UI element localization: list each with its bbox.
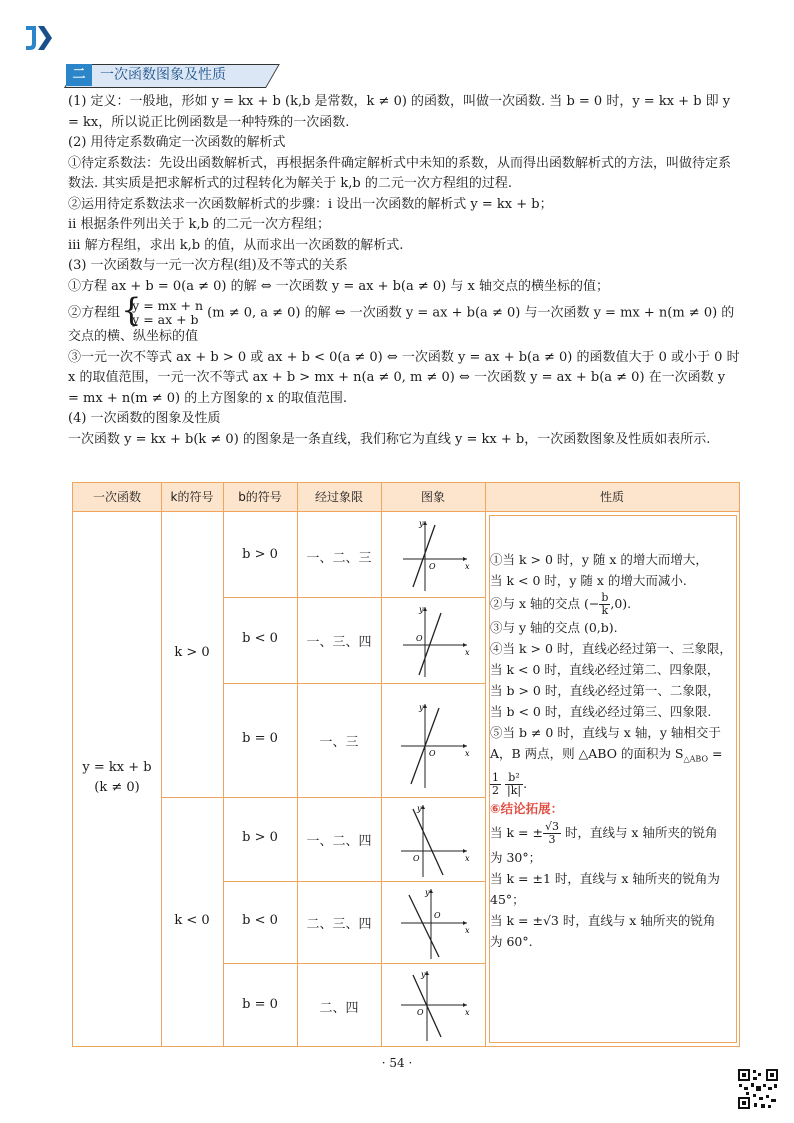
conclusion-tag: ⑥结论拓展： (490, 800, 564, 816)
grid-line (223, 597, 485, 598)
prop-text: ②与 x 轴的交点 (− (490, 596, 600, 611)
axis-y-label: y (419, 703, 424, 712)
axis-y-label: y (417, 804, 422, 813)
function-condition: (k ≠ 0) (94, 780, 140, 795)
origin-label: O (417, 1008, 424, 1017)
grid-line (485, 483, 486, 1046)
origin-label: O (416, 634, 423, 643)
fraction-denominator: 3 (548, 832, 556, 846)
header-function: 一次函数 (92, 490, 141, 504)
prop-line: ⑤当 b ≠ 0 时，直线与 x 轴，y 轴相交于 (490, 725, 721, 740)
prop-line: 当 k < 0 时，y 随 x 的增大而减小. (490, 573, 687, 588)
prop-text: = (708, 746, 723, 761)
fraction-numerator: 1 (492, 770, 499, 784)
quadrants-row-3: 一、三 (319, 735, 359, 750)
system-eq-2: y = ax + b (132, 312, 199, 327)
function-cell (73, 758, 161, 798)
paragraph-intro: 一次函数 y = kx + b(k ≠ 0) 的图象是一条直线，我们称它为直线 y = kx + b，一次函数图象及性质如表所示. (68, 431, 711, 447)
axis-x-label: x (465, 562, 470, 571)
prop-angle-30 (490, 819, 735, 847)
page-number: · 54 · (381, 1056, 413, 1070)
paragraph-equation: ①方程 ax + b = 0(a ≠ 0) 的解 ⇔ 一次函数 y = ax + b(a ≠ 0) 与 x 轴交点的横坐标的值； (68, 278, 609, 294)
grid-line (223, 683, 485, 684)
b-sign-row-6: b = 0 (242, 997, 278, 1012)
qr-code-icon[interactable] (737, 1068, 779, 1110)
axis-x-label: x (465, 749, 470, 758)
prop-line: 当 k = ±1 时，直线与 x 轴所夹的锐角为 (490, 870, 720, 886)
b-sign-row-3: b = 0 (242, 731, 278, 746)
prop-x-intercept (490, 591, 735, 617)
subscript: △ABO (683, 754, 708, 764)
k-positive-cell: k > 0 (174, 645, 210, 660)
axis-x-label: x (465, 648, 470, 657)
equation-system (124, 299, 203, 327)
axis-x-label: x (465, 926, 470, 935)
paragraph-method: ①待定系数法：先设出函数解析式，再根据条件确定解析式中未知的系数，从而得出函数解析式的方法，叫做待定系数法. 其实质是把求解析式的过程转化为解关于 k,b 的二元一次方程组的过程. (68, 155, 732, 191)
graph-k-neg-b-zero (391, 967, 475, 1043)
section-title: 一次函数图象及性质 (100, 67, 226, 83)
graph-k-pos-b-neg (391, 601, 475, 681)
prop-line: 为 60°. (490, 933, 533, 949)
prop-text: . (523, 775, 528, 791)
axis-y-label: y (419, 605, 424, 614)
header-quadrants: 经过象限 (314, 490, 363, 504)
graph-k-neg-b-pos (391, 801, 475, 879)
paragraph-definition: (1) 定义：一般地，形如 y = kx + b (k,b 是常数，k ≠ 0) 的函数，叫做一次函数. 当 b = 0 时，y = kx + b 即 y = kx，所以说正比例函数是一种特殊的一次函数. (68, 94, 731, 130)
origin-label: O (434, 911, 441, 920)
prop-line: 为 30°； (490, 849, 542, 865)
fraction-denominator: k (601, 604, 609, 617)
prop-area (490, 743, 735, 770)
b-sign-row-1: b > 0 (242, 547, 278, 562)
fraction-numerator: √3 (544, 819, 559, 833)
axis-y-label: y (419, 519, 424, 528)
origin-label: O (429, 749, 436, 758)
properties-cell (490, 549, 735, 952)
quadrants-row-1: 一、二、三 (306, 551, 372, 566)
axis-y-label: y (421, 970, 426, 979)
graph-k-neg-b-neg (391, 885, 475, 961)
fraction (599, 592, 610, 617)
b-sign-row-4: b > 0 (242, 830, 278, 845)
paragraph-step-3: ⅲ 解方程组，求出 k,b 的值，从而求出一次函数的解析式. (68, 237, 404, 253)
prop-text: ,0). (610, 596, 632, 611)
body-text (68, 92, 740, 450)
fraction (490, 772, 501, 797)
publisher-logo (22, 22, 56, 54)
quadrants-row-2: 一、三、四 (306, 635, 372, 650)
paragraph-heading-4: (4) 一次函数的图象及性质 (68, 411, 221, 426)
graph-k-pos-b-pos (391, 515, 475, 595)
quadrants-row-4: 一、二、四 (306, 834, 372, 849)
paragraph-step-2: ⅱ 根据条件列出关于 k,b 的二元一次方程组； (68, 217, 331, 232)
k-negative-cell: k < 0 (174, 913, 210, 928)
origin-label: O (429, 562, 436, 571)
header-k-sign: k的符号 (170, 490, 214, 504)
system-suffix: (m ≠ 0, a ≠ 0) 的解 ⇔ 一次函数 y = ax + b(a ≠ 0) 与一次函数 y = mx + n(m ≠ 0) 的交点的横、纵坐标的值 (68, 305, 735, 344)
graph-k-pos-b-zero (391, 688, 475, 793)
grid-line (161, 483, 162, 1046)
paragraph-heading-2: (2) 用待定系数确定一次函数的解析式 (68, 135, 286, 150)
section-number: 二 (66, 64, 92, 86)
prop-line: 当 b > 0 时，直线必经过第一、二象限， (490, 683, 720, 698)
fraction (505, 772, 523, 797)
prop-text: 时，直线与 x 轴所夹的锐角 (560, 824, 718, 840)
fraction-numerator: b² (505, 772, 523, 785)
grid-line (223, 963, 485, 964)
grid-line (161, 797, 485, 798)
fraction-denominator: 2 (492, 783, 499, 797)
grid-line (223, 483, 224, 1046)
prop-line: 当 k = ±√3 时，直线与 x 轴所夹的锐角 (490, 912, 716, 928)
paragraph-heading-3: (3) 一次函数与一元一次方程(组)及不等式的关系 (68, 258, 348, 273)
quadrants-row-5: 二、三、四 (306, 917, 372, 932)
paragraph-steps: ②运用待定系数法求一次函数解析式的步骤：ⅰ 设出一次函数的解析式 y = kx + b； (68, 196, 553, 212)
b-sign-row-2: b < 0 (242, 631, 278, 646)
quadrants-row-6: 二、四 (319, 1001, 359, 1016)
prop-text: 当 k = ± (490, 824, 543, 840)
system-prefix: ②方程组 (68, 305, 121, 321)
prop-area-formula (490, 770, 735, 798)
paragraph-system (68, 299, 740, 348)
axis-y-label: y (425, 888, 430, 897)
fraction-numerator: b (601, 591, 609, 604)
header-properties: 性质 (599, 490, 624, 504)
b-sign-row-5: b < 0 (242, 913, 278, 928)
axis-x-label: x (465, 854, 470, 863)
prop-text: A，B 两点，则 △ABO 的面积为 S (490, 746, 684, 761)
section-banner (64, 64, 278, 86)
origin-label: O (413, 854, 420, 863)
grid-line (223, 881, 485, 882)
header-graph: 图象 (420, 490, 445, 504)
grid-line (73, 511, 739, 512)
prop-line: ①当 k > 0 时，y 随 x 的增大而增大， (490, 552, 708, 567)
prop-line: 45°； (490, 891, 525, 907)
header-b-sign: b的符号 (238, 490, 282, 504)
function-formula: y = kx + b (82, 760, 152, 775)
prop-line: ③与 y 轴的交点 (0,b). (490, 620, 618, 635)
grid-line (297, 483, 298, 1046)
system-eq-1: { y = mx + n (132, 298, 204, 313)
fraction-denominator: |k| (506, 783, 522, 797)
properties-table (72, 482, 740, 1047)
fraction (543, 821, 561, 846)
paragraph-inequality: ③一元一次不等式 ax + b > 0 或 ax + b < 0(a ≠ 0) ⇔ 一次函数 y = ax + b(a ≠ 0) 的函数值大于 0 或小于 0 时 x 的取值范围，一元一次不等式 ax + b > mx + n(a ≠ 0, m ≠ 0) ⇔ 一次函数 y = ax + b(a ≠ 0) 在一次函数 y = mx + n(m ≠ 0) 的上方图象的 x 的取值范围. (68, 349, 740, 406)
grid-line (381, 483, 382, 1046)
prop-line: ④当 k > 0 时，直线必经过第一、三象限， (490, 641, 732, 656)
prop-line: 当 b < 0 时，直线必经过第三、四象限. (490, 704, 712, 719)
axis-x-label: x (465, 1008, 470, 1017)
prop-line: 当 k < 0 时，直线必经过第二、四象限， (490, 662, 720, 677)
